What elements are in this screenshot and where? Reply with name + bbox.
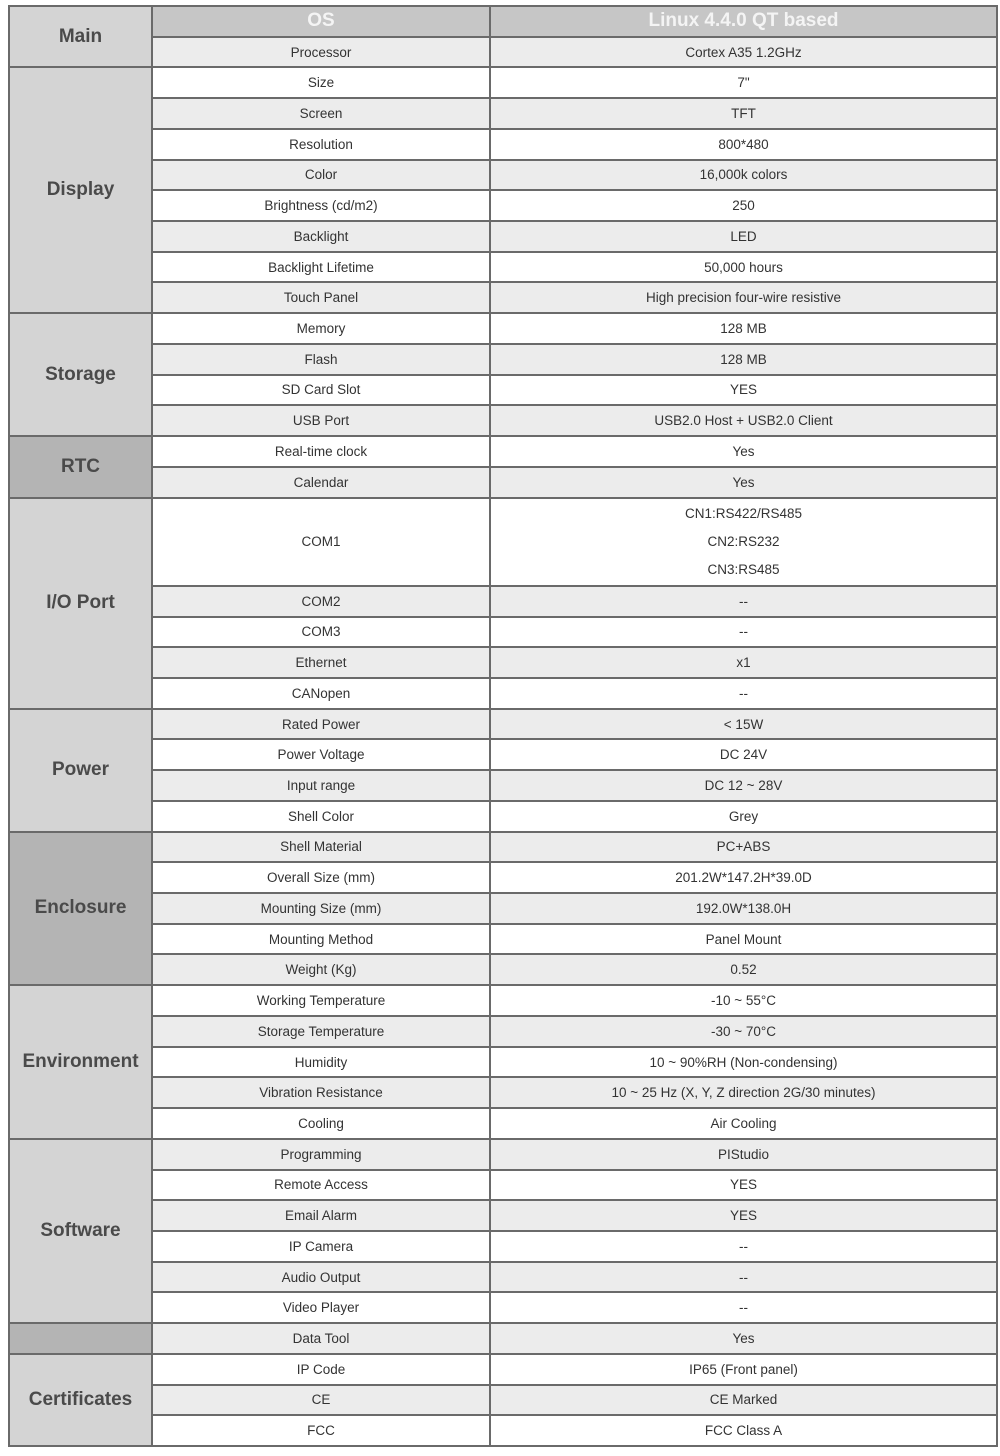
- table-row: [9, 6, 997, 37]
- spec-value-line: CN2:RS232: [707, 533, 780, 549]
- spec-label: Screen: [152, 98, 490, 129]
- spec-value: < 15W: [490, 709, 997, 740]
- category-certificates: Certificates: [9, 1354, 152, 1446]
- spec-value-line: CN3:RS485: [707, 561, 780, 577]
- table-row: [9, 862, 997, 893]
- spec-label: SD Card Slot: [152, 375, 490, 406]
- spec-value: Linux 4.4.0 QT based: [490, 6, 997, 37]
- spec-value: Yes: [490, 467, 997, 498]
- table-row: [9, 832, 997, 863]
- spec-label: Mounting Method: [152, 924, 490, 955]
- spec-value: 16,000k colors: [490, 160, 997, 191]
- table-row: [9, 954, 997, 985]
- category-main: Main: [9, 6, 152, 67]
- spec-label: Cooling: [152, 1108, 490, 1139]
- table-row: [9, 1354, 997, 1385]
- spec-value: Panel Mount: [490, 924, 997, 955]
- table-row: [9, 647, 997, 678]
- table-row: [9, 1415, 997, 1446]
- spec-value-line: CN1:RS422/RS485: [684, 505, 803, 521]
- table-row: [9, 1200, 997, 1231]
- spec-value: TFT: [490, 98, 997, 129]
- spec-value: --: [490, 1262, 997, 1293]
- spec-label: Touch Panel: [152, 282, 490, 313]
- table-row: [9, 221, 997, 252]
- spec-value: 128 MB: [490, 313, 997, 344]
- table-row: [9, 770, 997, 801]
- table-row: [9, 739, 997, 770]
- category-display: Display: [9, 67, 152, 313]
- table-row: [9, 985, 997, 1016]
- spec-label: Rated Power: [152, 709, 490, 740]
- spec-value: 10 ~ 25 Hz (X, Y, Z direction 2G/30 minutes): [490, 1077, 997, 1108]
- table-row: [9, 1139, 997, 1170]
- table-row: [9, 1108, 997, 1139]
- spec-value: [490, 498, 997, 586]
- table-row: [9, 405, 997, 436]
- spec-value: PIStudio: [490, 1139, 997, 1170]
- spec-label: Working Temperature: [152, 985, 490, 1016]
- spec-value: 128 MB: [490, 344, 997, 375]
- spec-label: Data Tool: [152, 1323, 490, 1354]
- spec-value: DC 24V: [490, 739, 997, 770]
- spec-value: High precision four-wire resistive: [490, 282, 997, 313]
- spec-label: FCC: [152, 1415, 490, 1446]
- spec-value: 7": [490, 67, 997, 98]
- spec-label: Shell Color: [152, 801, 490, 832]
- spec-label: Shell Material: [152, 832, 490, 863]
- spec-label: Size: [152, 67, 490, 98]
- spec-value: Air Cooling: [490, 1108, 997, 1139]
- table-row: [9, 1170, 997, 1201]
- spec-value: 800*480: [490, 129, 997, 160]
- spec-value: --: [490, 617, 997, 648]
- table-row: [9, 1262, 997, 1293]
- table-row: [9, 160, 997, 191]
- spec-label: Video Player: [152, 1292, 490, 1323]
- spec-label: Overall Size (mm): [152, 862, 490, 893]
- category-environment: Environment: [9, 985, 152, 1139]
- table-row: [9, 709, 997, 740]
- table-row: [9, 1231, 997, 1262]
- spec-value: 250: [490, 190, 997, 221]
- spec-label: Audio Output: [152, 1262, 490, 1293]
- table-row: [9, 190, 997, 221]
- spec-value: YES: [490, 375, 997, 406]
- spec-value: 201.2W*147.2H*39.0D: [490, 862, 997, 893]
- spec-value: IP65 (Front panel): [490, 1354, 997, 1385]
- category-enclosure: Enclosure: [9, 832, 152, 986]
- table-row: [9, 924, 997, 955]
- spec-label: IP Code: [152, 1354, 490, 1385]
- spec-value: 50,000 hours: [490, 252, 997, 283]
- table-row: [9, 375, 997, 406]
- table-row: [9, 1047, 997, 1078]
- spec-label: Programming: [152, 1139, 490, 1170]
- spec-label: COM1: [152, 498, 490, 586]
- spec-value: --: [490, 586, 997, 617]
- spec-label: Flash: [152, 344, 490, 375]
- category-software: Software: [9, 1139, 152, 1323]
- table-row: [9, 37, 997, 68]
- spec-value: Yes: [490, 1323, 997, 1354]
- table-row: [9, 586, 997, 617]
- spec-value: -30 ~ 70°C: [490, 1016, 997, 1047]
- spec-label: COM3: [152, 617, 490, 648]
- spec-label: OS: [152, 6, 490, 37]
- table-row: [9, 467, 997, 498]
- spec-table-body: [9, 6, 997, 1446]
- spec-value: -10 ~ 55°C: [490, 985, 997, 1016]
- spec-value: Yes: [490, 436, 997, 467]
- table-row: [9, 1292, 997, 1323]
- spec-label: IP Camera: [152, 1231, 490, 1262]
- spec-label: Calendar: [152, 467, 490, 498]
- spec-value: USB2.0 Host + USB2.0 Client: [490, 405, 997, 436]
- table-row: [9, 678, 997, 709]
- table-row: [9, 1077, 997, 1108]
- table-row: [9, 617, 997, 648]
- spec-label: Brightness (cd/m2): [152, 190, 490, 221]
- table-row: [9, 67, 997, 98]
- spec-label: Remote Access: [152, 1170, 490, 1201]
- spec-value: YES: [490, 1170, 997, 1201]
- table-row: [9, 282, 997, 313]
- spec-label: USB Port: [152, 405, 490, 436]
- spec-label: Input range: [152, 770, 490, 801]
- spec-value: FCC Class A: [490, 1415, 997, 1446]
- category-unlabeled: [9, 1323, 152, 1354]
- spec-label: Backlight Lifetime: [152, 252, 490, 283]
- spec-value: YES: [490, 1200, 997, 1231]
- spec-value: LED: [490, 221, 997, 252]
- spec-label: Power Voltage: [152, 739, 490, 770]
- spec-value: Cortex A35 1.2GHz: [490, 37, 997, 68]
- category-storage: Storage: [9, 313, 152, 436]
- spec-value: 10 ~ 90%RH (Non-condensing): [490, 1047, 997, 1078]
- table-row: [9, 801, 997, 832]
- category-i-o-port: I/O Port: [9, 498, 152, 709]
- table-row: [9, 893, 997, 924]
- spec-value: Grey: [490, 801, 997, 832]
- category-rtc: RTC: [9, 436, 152, 497]
- table-row: [9, 1323, 997, 1354]
- table-row: [9, 498, 997, 586]
- spec-label: Memory: [152, 313, 490, 344]
- spec-label: CANopen: [152, 678, 490, 709]
- spec-label: Processor: [152, 37, 490, 68]
- spec-label: Resolution: [152, 129, 490, 160]
- spec-label: Storage Temperature: [152, 1016, 490, 1047]
- spec-value: 192.0W*138.0H: [490, 893, 997, 924]
- spec-label: Email Alarm: [152, 1200, 490, 1231]
- table-row: [9, 129, 997, 160]
- table-row: [9, 98, 997, 129]
- table-row: [9, 313, 997, 344]
- spec-label: CE: [152, 1385, 490, 1416]
- table-row: [9, 1016, 997, 1047]
- spec-value: --: [490, 678, 997, 709]
- spec-label: Mounting Size (mm): [152, 893, 490, 924]
- spec-label: Color: [152, 160, 490, 191]
- spec-value: CE Marked: [490, 1385, 997, 1416]
- spec-value: --: [490, 1292, 997, 1323]
- table-row: [9, 1385, 997, 1416]
- spec-value: --: [490, 1231, 997, 1262]
- spec-label: Weight (Kg): [152, 954, 490, 985]
- spec-label: Ethernet: [152, 647, 490, 678]
- spec-label: Humidity: [152, 1047, 490, 1078]
- table-row: [9, 344, 997, 375]
- spec-table: [8, 5, 998, 1447]
- table-row: [9, 436, 997, 467]
- spec-label: Real-time clock: [152, 436, 490, 467]
- spec-value: DC 12 ~ 28V: [490, 770, 997, 801]
- spec-value: 0.52: [490, 954, 997, 985]
- category-power: Power: [9, 709, 152, 832]
- spec-value: x1: [490, 647, 997, 678]
- spec-value: PC+ABS: [490, 832, 997, 863]
- spec-label: Vibration Resistance: [152, 1077, 490, 1108]
- table-row: [9, 252, 997, 283]
- spec-label: Backlight: [152, 221, 490, 252]
- spec-label: COM2: [152, 586, 490, 617]
